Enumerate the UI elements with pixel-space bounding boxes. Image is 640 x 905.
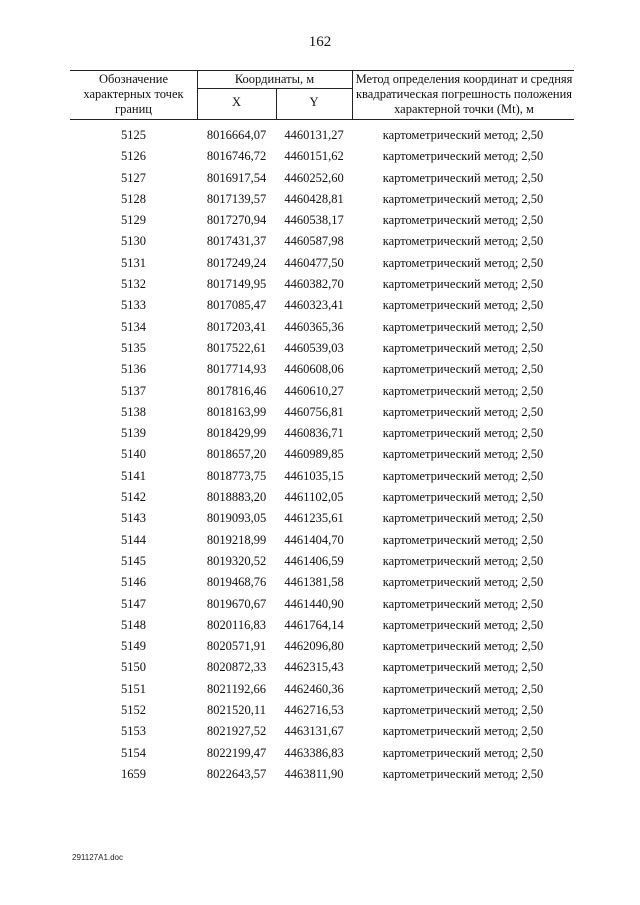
point-number-cell: 5149	[121, 639, 146, 654]
method-cell: картометрический метод; 2,50	[382, 191, 544, 206]
point-number-cell: 5128	[121, 191, 146, 206]
table-row	[70, 487, 574, 508]
table-row	[70, 274, 574, 295]
table-row	[70, 444, 574, 465]
y-coordinate-cell: 4460538,17	[284, 213, 344, 228]
method-cell: картометрический метод; 2,50	[382, 575, 544, 590]
x-coordinate-cell: 8016917,54	[206, 170, 267, 185]
y-coordinate-cell: 4461440,90	[284, 596, 344, 611]
x-coordinate-cell: 8018429,99	[206, 426, 267, 441]
table-body	[70, 125, 574, 785]
x-coordinate-cell: 8021927,52	[206, 724, 267, 739]
table-row	[70, 551, 574, 572]
y-coordinate-cell: 4460539,03	[284, 340, 344, 355]
table-row	[70, 657, 574, 678]
point-number-cell: 5140	[121, 447, 146, 462]
point-number-cell: 5150	[121, 660, 146, 675]
x-coordinate-cell: 8017431,37	[206, 234, 267, 249]
point-number-cell: 5136	[121, 362, 146, 377]
x-coordinate-cell: 8017085,47	[206, 298, 267, 313]
method-cell: картометрический метод; 2,50	[382, 490, 544, 505]
method-cell: картометрический метод; 2,50	[382, 170, 544, 185]
x-coordinate-cell: 8021520,11	[207, 703, 266, 718]
x-coordinate-cell: 8019218,99	[206, 532, 267, 547]
y-coordinate-cell: 4461764,14	[284, 617, 344, 632]
table-row	[70, 189, 574, 210]
point-number-cell: 5141	[121, 468, 146, 483]
method-cell: картометрический метод; 2,50	[382, 319, 544, 334]
table-row	[70, 721, 574, 742]
method-cell: картометрический метод; 2,50	[382, 149, 544, 164]
x-coordinate-cell: 8020116,83	[207, 617, 266, 632]
method-cell: картометрический метод; 2,50	[382, 617, 544, 632]
x-coordinate-cell: 8017270,94	[206, 213, 267, 228]
method-cell: картометрический метод; 2,50	[382, 703, 544, 718]
point-number-cell: 5138	[121, 404, 146, 419]
point-number-cell: 5125	[121, 128, 146, 142]
table-row	[70, 359, 574, 380]
y-coordinate-cell: 4462460,36	[284, 681, 344, 696]
x-coordinate-cell: 8018773,75	[206, 468, 267, 483]
header-coordinates: Координаты, м	[234, 72, 315, 86]
point-number-cell: 5133	[121, 298, 146, 313]
file-name-footer: 291127A1.doc	[72, 853, 124, 862]
x-coordinate-cell: 8017522,61	[206, 340, 267, 355]
table-row	[70, 168, 574, 189]
y-coordinate-cell: 4460587,98	[284, 234, 344, 249]
table-row	[70, 146, 574, 167]
method-cell: картометрический метод; 2,50	[382, 468, 544, 483]
y-coordinate-cell: 4462315,43	[284, 660, 344, 675]
y-coordinate-cell: 4462716,53	[284, 703, 344, 718]
table-row	[70, 210, 574, 231]
x-coordinate-cell: 8017149,95	[206, 277, 267, 292]
y-coordinate-cell: 4462096,80	[284, 639, 344, 654]
table-row	[70, 679, 574, 700]
point-number-cell: 5143	[121, 511, 146, 526]
method-cell: картометрический метод; 2,50	[382, 128, 544, 142]
x-coordinate-cell: 8022643,57	[206, 766, 267, 781]
point-number-cell: 5148	[121, 617, 146, 632]
x-coordinate-cell: 8017139,57	[206, 191, 267, 206]
y-coordinate-cell: 4460610,27	[284, 383, 344, 398]
point-number-cell: 5144	[121, 532, 146, 547]
point-number-cell: 5142	[121, 490, 146, 505]
point-number-cell: 5132	[121, 277, 146, 292]
method-cell: картометрический метод; 2,50	[382, 511, 544, 526]
x-coordinate-cell: 8016746,72	[206, 149, 267, 164]
y-coordinate-cell: 4460382,70	[284, 277, 344, 292]
method-cell: картометрический метод; 2,50	[382, 362, 544, 377]
x-coordinate-cell: 8018657,20	[206, 447, 267, 462]
point-number-cell: 5131	[121, 255, 146, 270]
point-number-cell: 5126	[121, 149, 146, 164]
method-cell: картометрический метод; 2,50	[382, 724, 544, 739]
header-method: Метод определения координат и средняя квадратическая погрешность положения характерной точки (Mt), м	[355, 72, 573, 116]
table-row	[70, 381, 574, 402]
x-coordinate-cell: 8020571,91	[206, 639, 267, 654]
page-number: 162	[308, 34, 332, 50]
y-coordinate-cell: 4463811,90	[284, 766, 344, 781]
point-number-cell: 5147	[121, 596, 146, 611]
header-y: Y	[309, 95, 319, 109]
method-cell: картометрический метод; 2,50	[382, 766, 544, 781]
y-coordinate-cell: 4460756,81	[284, 404, 344, 419]
method-cell: картометрический метод; 2,50	[382, 681, 544, 696]
table-row	[70, 231, 574, 252]
x-coordinate-cell: 8018883,20	[206, 490, 267, 505]
table-row	[70, 572, 574, 593]
header-divider-3	[352, 70, 353, 120]
y-coordinate-cell: 4460477,50	[284, 255, 344, 270]
y-coordinate-cell: 4461035,15	[284, 468, 344, 483]
table-row	[70, 338, 574, 359]
point-number-cell: 5135	[121, 340, 146, 355]
method-cell: картометрический метод; 2,50	[382, 447, 544, 462]
y-coordinate-cell: 4460252,60	[284, 170, 344, 185]
table-row	[70, 764, 574, 785]
x-coordinate-cell: 8019320,52	[206, 553, 267, 568]
x-coordinate-cell: 8018163,99	[206, 404, 267, 419]
y-coordinate-cell: 4461102,05	[284, 490, 344, 505]
method-cell: картометрический метод; 2,50	[382, 745, 544, 760]
y-coordinate-cell: 4460151,62	[284, 149, 344, 164]
point-number-cell: 1659	[121, 766, 146, 781]
x-coordinate-cell: 8020872,33	[206, 660, 267, 675]
point-number-cell: 5127	[121, 170, 146, 185]
method-cell: картометрический метод; 2,50	[382, 426, 544, 441]
method-cell: картометрический метод; 2,50	[382, 383, 544, 398]
point-number-cell: 5151	[121, 681, 146, 696]
point-number-cell: 5130	[121, 234, 146, 249]
method-cell: картометрический метод; 2,50	[382, 596, 544, 611]
method-cell: картометрический метод; 2,50	[382, 277, 544, 292]
table-row	[70, 530, 574, 551]
point-number-cell: 5153	[121, 724, 146, 739]
y-coordinate-cell: 4460989,85	[284, 447, 344, 462]
x-coordinate-cell: 8019093,05	[206, 511, 267, 526]
point-number-cell: 5146	[121, 575, 146, 590]
table-row	[70, 594, 574, 615]
method-cell: картометрический метод; 2,50	[382, 660, 544, 675]
method-cell: картометрический метод; 2,50	[382, 340, 544, 355]
table-row	[70, 125, 574, 146]
y-coordinate-cell: 4460836,71	[284, 426, 344, 441]
y-coordinate-cell: 4461406,59	[284, 553, 344, 568]
point-number-cell: 5129	[121, 213, 146, 228]
x-coordinate-cell: 8017714,93	[206, 362, 267, 377]
method-cell: картометрический метод; 2,50	[382, 234, 544, 249]
y-coordinate-cell: 4460608,06	[284, 362, 344, 377]
x-coordinate-cell: 8022199,47	[206, 745, 267, 760]
x-coordinate-cell: 8019670,67	[206, 596, 267, 611]
point-number-cell: 5152	[121, 703, 146, 718]
header-x: X	[231, 95, 242, 109]
table-row	[70, 402, 574, 423]
x-coordinate-cell: 8019468,76	[206, 575, 267, 590]
table-row	[70, 423, 574, 444]
point-number-cell: 5134	[121, 319, 146, 334]
y-coordinate-cell: 4461235,61	[284, 511, 344, 526]
table-row	[70, 295, 574, 316]
y-coordinate-cell: 4460323,41	[284, 298, 344, 313]
method-cell: картометрический метод; 2,50	[382, 639, 544, 654]
point-number-cell: 5145	[121, 553, 146, 568]
method-cell: картометрический метод; 2,50	[382, 532, 544, 547]
y-coordinate-cell: 4461381,58	[284, 575, 344, 590]
header-top-rule	[70, 70, 574, 71]
x-coordinate-cell: 8016664,07	[206, 128, 267, 142]
table-row	[70, 700, 574, 721]
x-coordinate-cell: 8017816,46	[206, 383, 267, 398]
y-coordinate-cell: 4461404,70	[284, 532, 344, 547]
method-cell: картометрический метод; 2,50	[382, 404, 544, 419]
x-coordinate-cell: 8017203,41	[206, 319, 267, 334]
method-cell: картометрический метод; 2,50	[382, 255, 544, 270]
header-mid-rule	[197, 88, 352, 89]
x-coordinate-cell: 8017249,24	[206, 255, 267, 270]
y-coordinate-cell: 4460365,36	[284, 319, 344, 334]
header-designation: Обозначение характерных точек границ	[83, 72, 184, 116]
header-bottom-rule	[70, 119, 574, 120]
x-coordinate-cell: 8021192,66	[207, 681, 266, 696]
point-number-cell: 5154	[121, 745, 146, 760]
point-number-cell: 5137	[121, 383, 146, 398]
table-row	[70, 508, 574, 529]
y-coordinate-cell: 4460131,27	[284, 128, 344, 142]
y-coordinate-cell: 4460428,81	[284, 191, 344, 206]
point-number-cell: 5139	[121, 426, 146, 441]
table-row	[70, 636, 574, 657]
method-cell: картометрический метод; 2,50	[382, 553, 544, 568]
table-header	[70, 70, 574, 120]
table-row	[70, 317, 574, 338]
table-row	[70, 743, 574, 764]
table-row	[70, 466, 574, 487]
method-cell: картометрический метод; 2,50	[382, 213, 544, 228]
y-coordinate-cell: 4463131,67	[284, 724, 344, 739]
table-row	[70, 253, 574, 274]
method-cell: картометрический метод; 2,50	[382, 298, 544, 313]
y-coordinate-cell: 4463386,83	[284, 745, 344, 760]
table-row	[70, 615, 574, 636]
